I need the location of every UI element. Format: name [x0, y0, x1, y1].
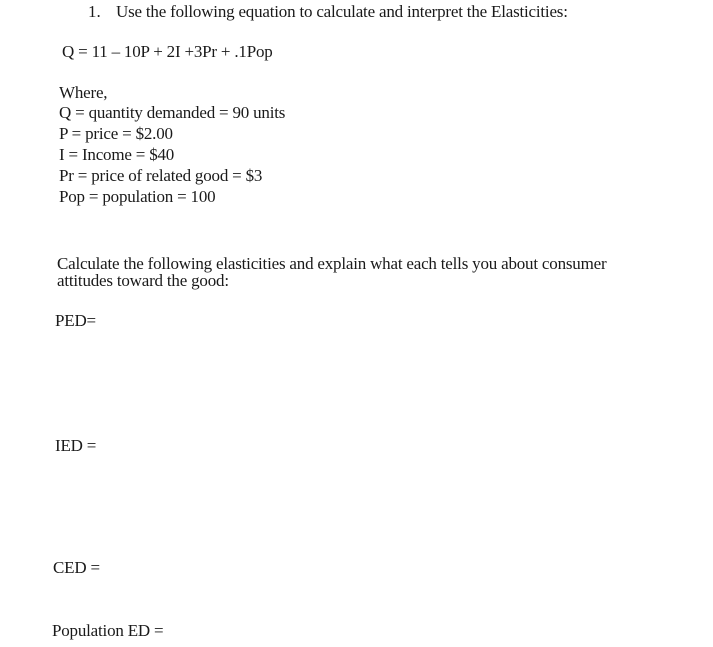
ced-answer-label: CED = — [53, 558, 100, 577]
variable-income: I = Income = $40 — [59, 145, 175, 164]
where-label: Where, — [59, 83, 108, 102]
variable-related-price: Pr = price of related good = $3 — [59, 166, 263, 185]
ped-answer-label: PED= — [55, 311, 96, 330]
question-title: Use the following equation to calculate and interpret the Elasticities: — [116, 2, 568, 21]
population-ed-answer-label: Population ED = — [52, 621, 164, 640]
variable-price: P = price = $2.00 — [59, 124, 173, 143]
demand-equation: Q = 11 – 10P + 2I +3Pr + .1Pop — [62, 42, 273, 61]
instruction-line-1: Calculate the following elasticities and explain what each tells you about consumer — [57, 254, 607, 273]
variable-quantity: Q = quantity demanded = 90 units — [59, 103, 286, 122]
instruction-line-2: attitudes toward the good: — [57, 271, 229, 290]
variable-population: Pop = population = 100 — [59, 187, 216, 206]
ied-answer-label: IED = — [55, 436, 97, 455]
question-number: 1. — [88, 2, 101, 21]
